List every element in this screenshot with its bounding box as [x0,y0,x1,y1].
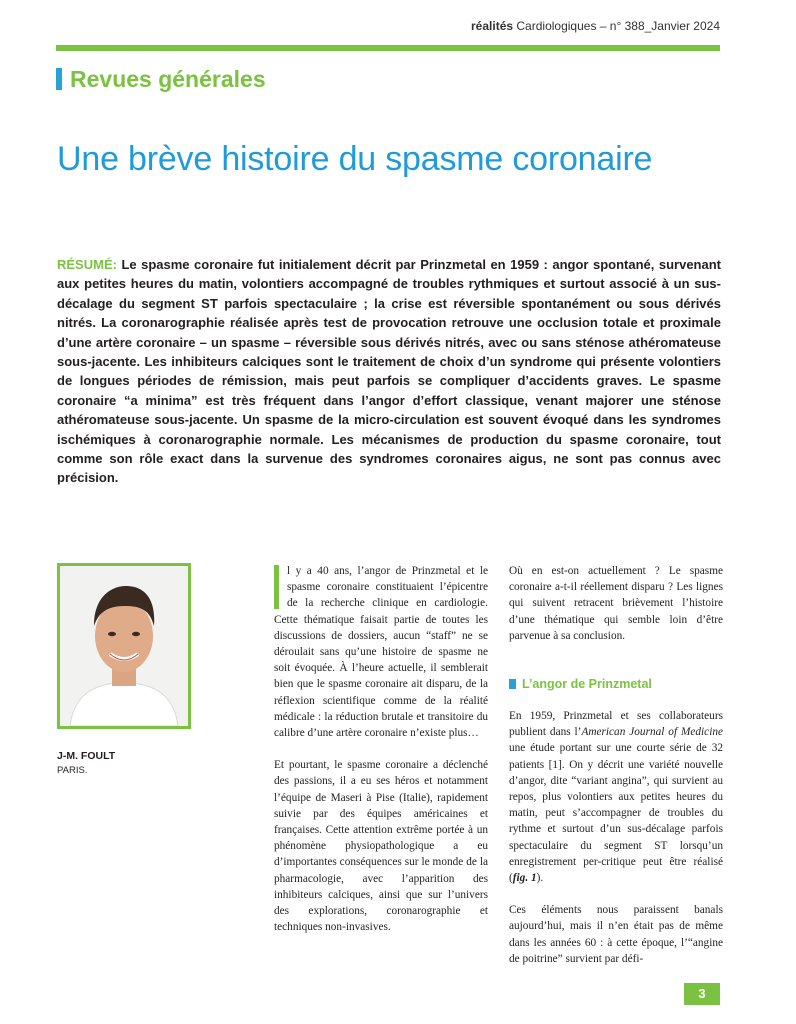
section-label [56,66,266,93]
header-rule [56,45,720,51]
subheading [509,676,723,692]
author-portrait-icon [60,566,188,726]
author-name: J-M. FOULT [57,750,116,762]
body-paragraph [274,563,488,741]
abstract-text: Le spasme coronaire fut initialement décrit par Prinzmetal en 1959 : angor spontané, survenant aux petites heures du matin, volontiers accompagné de troubles rythmiques et surtout associé à un sus-décalage du segment ST parfois spectaculaire ; la crise est réversible spontanément ou sous dérivés nitrés. La coronarographie réalisée après test de provocation retrouve une occlusion totale et proximale d’une artère coronaire – un spasme – réversible sous dérivés nitrés, avec ou sans sténose athéromateuse sous-jacente. Les inhibiteurs calciques sont le traitement de choix d’un syndrome qui présente volontiers de longues périodes de rémission, mais peut parfois se compliquer d’accidents graves. Le spasme coronaire “a minima” est très fréquent dans l’angor d’effort classique, venant majorer une sténose athéromateuse sous-jacente. Un spasme de la micro-circulation est souvent évoqué dans les syndromes ischémiques à coronarographie normale. Les mécanismes de production du spasme coronaire, tout comme son rôle exact dans la survenue des syndromes coronaires aigus, ne sont pas connus avec précision. [57,257,721,486]
body-text-segment: ). [536,872,544,885]
journal-citation: American Journal of Medicine [581,726,724,739]
figure-reference: fig. 1 [512,872,537,885]
body-paragraph [509,708,723,886]
abstract-label: RÉSUMÉ: [57,257,117,272]
body-column-middle [274,563,488,935]
journal-brand: réalités [471,19,514,33]
body-paragraph-text: l y a 40 ans, l’angor de Prinzmetal et le spasme coronaire constituaient l’épicentre de la recherche clinique en cardiologie. Cette thématique faisait partie de toutes les discussions de dossiers, aucun “staff” ne se déroulait sans qu’une histoire de spasme ne soit évoquée. À l’heure actuelle, il semblerait bien que le spasme coronaire ait disparu, de la réflexion scientifique comme de la réalité médicale : la réduction brutale et transitoire du calibre d’une artère coronaire n’existe plus… [274,565,488,740]
body-text-segment: une étude portant sur une courte série de 32 patients [1]. On y décrit une variété nouvelle d’angor, dite “variant angina”, qui survient au repos, plus volontiers aux petites heures du matin, peut s’accompagner de troubles du rythme et surtout d’un sus-décalage parfois spectaculaire du segment ST lorsqu’un enregistrement per-critique peut être réalisé ( [509,742,723,885]
running-header [471,19,720,33]
subheading-text: L’angor de Prinzmetal [522,677,652,692]
body-column-right [509,563,723,967]
author-photo [57,563,191,729]
body-paragraph: Ces éléments nous paraissent banals aujourd’hui, mais il n’en était pas de même dans les années 60 : à cette époque, l’“angine de poitrine” survient par défi- [509,904,723,965]
section-label-text: Revues générales [70,66,266,92]
journal-issue: Cardiologiques – n° 388_Janvier 2024 [516,19,720,33]
dropcap-bar-icon [274,565,279,609]
page-number: 3 [684,983,720,1005]
author-city: PARIS. [57,765,88,776]
article-title: Une brève histoire du spasme coronaire [57,140,653,178]
body-paragraph: Où en est-on actuellement ? Le spasme coronaire a-t-il réellement disparu ? Les lignes qui suivent retracent brièvement l’histoire d’une thématique qui semble loin d’être parvenue à sa conclusion. [509,565,723,642]
subheading-square-icon [509,679,516,689]
body-text-segment: En 1959, Prinzmetal et ses collaborateurs publient dans l’ [509,710,723,739]
abstract [57,255,721,488]
section-bar-icon [56,68,62,90]
body-paragraph: Et pourtant, le spasme coronaire a déclenché des passions, il a eu ses héros et notamment l’équipe de Maseri à Pise (Italie), rapidement suivie par des équipes américaines et françaises. Cette attention extrême portée à un phénomène physiopathologique a eu d’importantes conséquences sur le monde de la pharmacologie, avec l’apparition des inhibiteurs calciques, ainsi que sur l’univers des explorations, coronarographie et techniques non-invasives. [274,759,488,934]
